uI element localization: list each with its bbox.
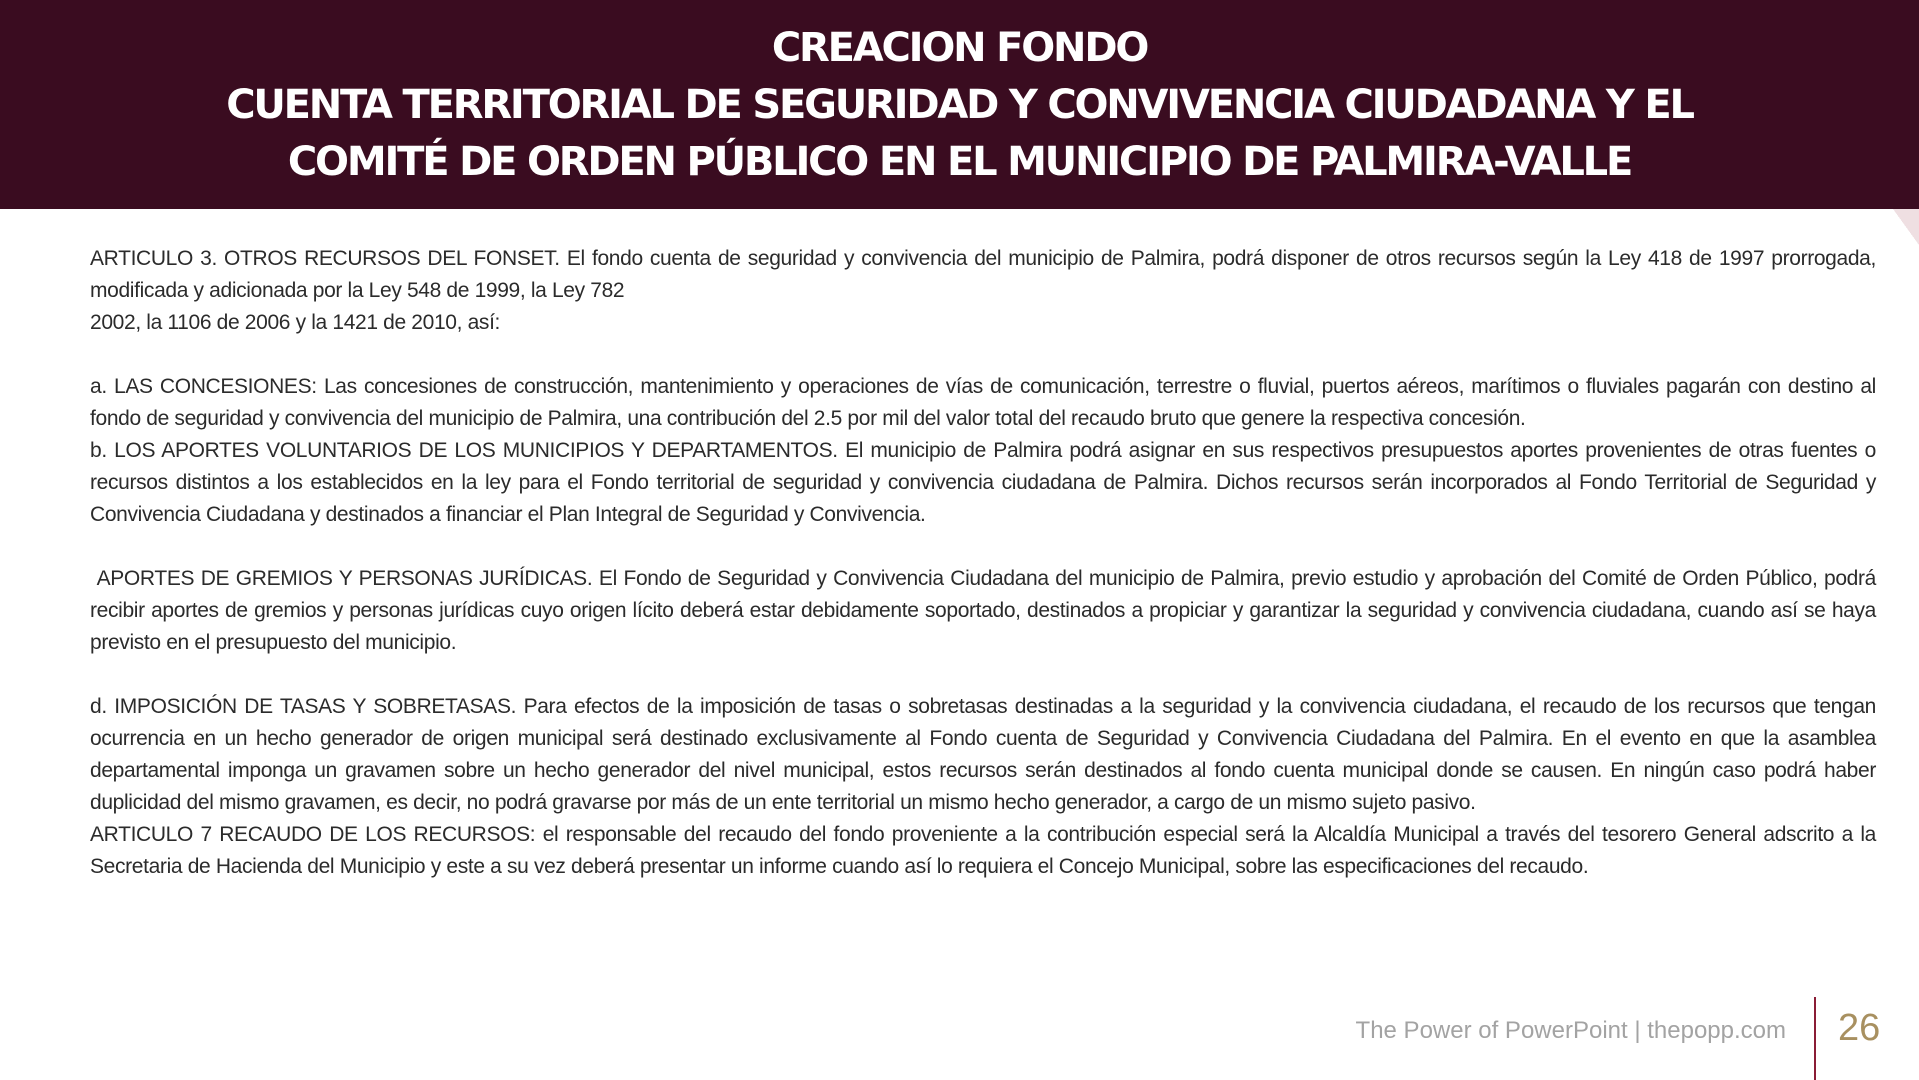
slide-title-line-1: CREACION FONDO: [771, 25, 1148, 71]
corner-accent: [1893, 209, 1919, 245]
slide-body: [90, 243, 1882, 883]
slide-title: [0, 20, 1919, 191]
slide-title-line-2: CUENTA TERRITORIAL DE SEGURIDAD Y CONVIVENCIA CIUDADANA Y EL: [226, 82, 1693, 128]
paragraph-spacer: [90, 659, 1876, 691]
footer-divider: [1814, 997, 1816, 1080]
paragraph-articulo-3: ARTICULO 3. OTROS RECURSOS DEL FONSET. El fondo cuenta de seguridad y convivencia del municipio de Palmira, podrá disponer de otros recursos según la Ley 418 de 1997 prorrogada, modificada y adicionada por la Ley 548 de 1999, la Ley 782: [90, 247, 1876, 302]
paragraph-aportes-voluntarios: b. LOS APORTES VOLUNTARIOS DE LOS MUNICIPIOS Y DEPARTAMENTOS. El municipio de Palmira podrá asignar en sus respectivos presupuestos aportes provenientes de otras fuentes o recursos distintos a los establecidos en la ley para el Fondo territorial de seguridad y convivencia ciudadana de Palmira. Dichos recursos serán incorporados al Fondo Territorial de Seguridad y Convivencia Ciudadana y destinados a financiar el Plan Integral de Seguridad y Convivencia.: [90, 439, 1876, 526]
paragraph-aportes-gremios: APORTES DE GREMIOS Y PERSONAS JURÍDICAS. El Fondo de Seguridad y Convivencia Ciudadana del municipio de Palmira, previo estudio y aprobación del Comité de Orden Público, podrá recibir aportes de gremios y personas jurídicas cuyo origen lícito deberá estar debidamente soportado, destinados a propiciar y garantizar la seguridad y convivencia ciudadana, cuando así se haya previsto en el presupuesto del municipio.: [90, 567, 1882, 654]
paragraph-concesiones: a. LAS CONCESIONES: Las concesiones de construcción, mantenimiento y operaciones de vías de comunicación, terrestre o fluvial, puertos aéreos, marítimos o fluviales pagarán con destino al fondo de seguridad y convivencia del municipio de Palmira, una contribución del 2.5 por mil del valor total del recaudo bruto que genere la respectiva concesión.: [90, 375, 1876, 430]
slide-title-line-3: COMITÉ DE ORDEN PÚBLICO EN EL MUNICIPIO DE PALMIRA-VALLE: [287, 139, 1632, 185]
paragraph-spacer: [90, 531, 1876, 563]
paragraph-articulo-3-cont: 2002, la 1106 de 2006 y la 1421 de 2010, así:: [90, 311, 501, 334]
paragraph-tasas-sobretasas: d. IMPOSICIÓN DE TASAS Y SOBRETASAS. Para efectos de la imposición de tasas o sobretasas destinadas a la seguridad y la convivencia ciudadana, el recaudo de los recursos que tengan ocurrencia en un hecho generador de origen municipal será destinado exclusivamente al Fondo cuenta de Seguridad y Convivencia Ciudadana del Palmira. En el evento en que la asamblea departamental imponga un gravamen sobre un hecho generador del nivel municipal, estos recursos serán destinados al fondo cuenta municipal donde se causen. En ningún caso podrá haber duplicidad del mismo gravamen, es decir, no podrá gravarse por más de un ente territorial un mismo hecho generador, a cargo de un mismo sujeto pasivo.: [90, 695, 1876, 814]
paragraph-spacer: [90, 339, 1876, 371]
paragraph-articulo-7: ARTICULO 7 RECAUDO DE LOS RECURSOS: el responsable del recaudo del fondo proveniente a la contribución especial será la Alcaldía Municipal a través del tesorero General adscrito a la Secretaria de Hacienda del Municipio y este a su vez deberá presentar un informe cuando así lo requiera el Concejo Municipal, sobre las especificaciones del recaudo.: [90, 823, 1876, 878]
page-number: 26: [1838, 1007, 1881, 1049]
footer-brand: The Power of PowerPoint | thepopp.com: [1355, 1017, 1786, 1044]
title-banner: [0, 0, 1919, 209]
